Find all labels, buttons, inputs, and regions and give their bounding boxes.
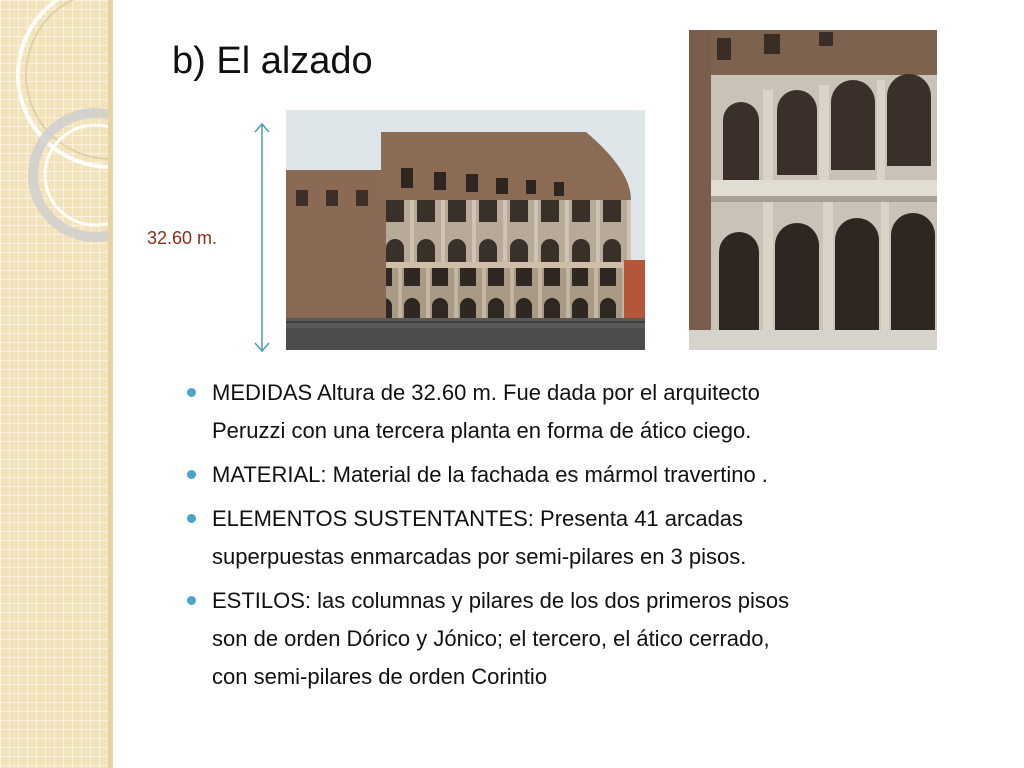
theater-exterior-photo bbox=[286, 110, 645, 350]
bullet-elementos bbox=[187, 500, 987, 576]
bullet-dot-icon bbox=[187, 596, 196, 605]
height-dimension-arrow bbox=[250, 120, 274, 355]
slide-title: b) El alzado bbox=[172, 40, 373, 82]
bullet-line: son de orden Dórico y Jónico; el tercero, el ático cerrado, bbox=[212, 626, 770, 651]
bullet-list bbox=[187, 374, 987, 702]
bullet-line: MEDIDAS Altura de 32.60 m. Fue dada por el arquitecto bbox=[212, 380, 760, 405]
decorative-circles bbox=[0, 0, 113, 768]
bullet-material bbox=[187, 456, 987, 494]
bullet-line: Peruzzi con una tercera planta en forma de ático ciego. bbox=[212, 418, 752, 443]
bullet-line: superpuestas enmarcadas por semi-pilares en 3 pisos. bbox=[212, 544, 747, 569]
bullet-dot-icon bbox=[187, 470, 196, 479]
decorative-side-strip bbox=[0, 0, 113, 768]
bullet-dot-icon bbox=[187, 388, 196, 397]
bullet-line: ELEMENTOS SUSTENTANTES: Presenta 41 arcadas bbox=[212, 506, 744, 531]
bullet-estilos bbox=[187, 582, 987, 696]
height-measure-label: 32.60 m. bbox=[147, 228, 218, 248]
bullet-line: ESTILOS: las columnas y pilares de los dos primeros pisos bbox=[212, 588, 790, 613]
bullet-line: MATERIAL: Material de la fachada es mármol travertino . bbox=[212, 462, 768, 487]
arcade-detail-photo bbox=[689, 30, 937, 350]
bullet-medidas bbox=[187, 374, 987, 450]
bullet-dot-icon bbox=[187, 514, 196, 523]
bullet-line: con semi-pilares de orden Corintio bbox=[212, 664, 548, 689]
